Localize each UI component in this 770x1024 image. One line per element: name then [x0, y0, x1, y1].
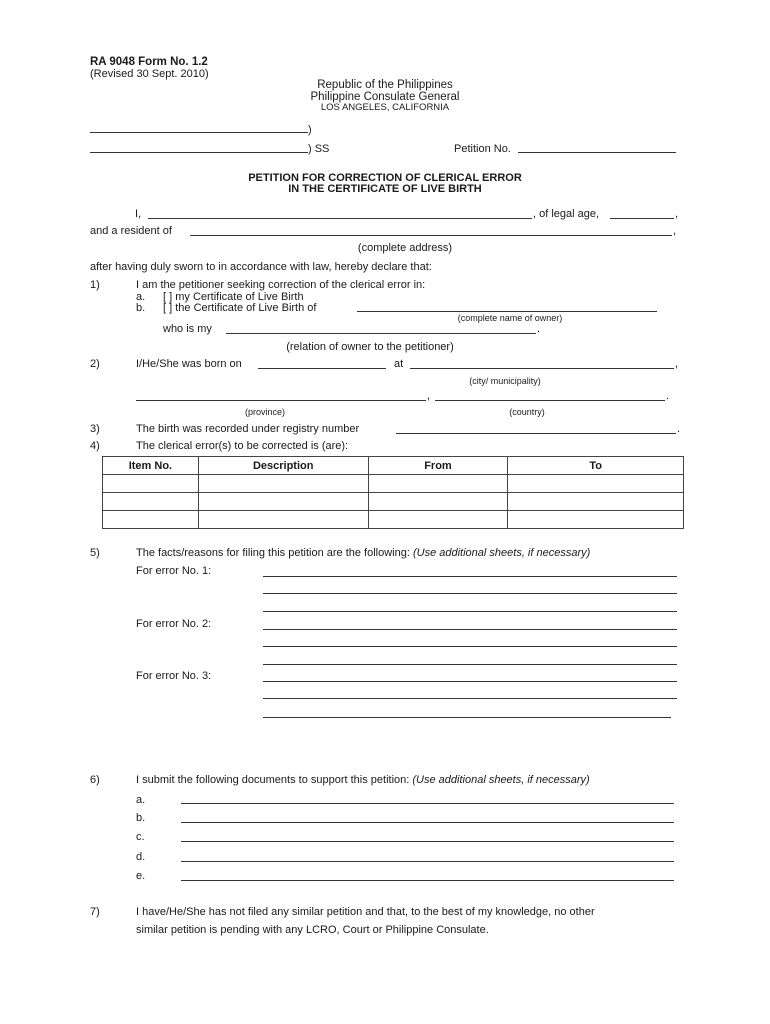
item-6-statement: I submit the following documents to support this petition:: [136, 774, 410, 786]
table-cell[interactable]: [368, 475, 508, 493]
item-4-number: 4): [90, 440, 100, 452]
revision-date: (Revised 30 Sept. 2010): [90, 68, 209, 80]
item-5-statement: The facts/reasons for filing this petition are the following:: [136, 547, 410, 559]
item-7-number: 7): [90, 906, 100, 918]
city-heading: LOS ANGELES, CALIFORNIA: [320, 102, 450, 113]
error-2-reason-line[interactable]: [263, 664, 677, 665]
item-no-header: Item No.: [103, 457, 199, 475]
venue-line-1[interactable]: [90, 132, 308, 133]
table-cell[interactable]: [198, 511, 368, 529]
form-number: RA 9048 Form No. 1.2: [90, 56, 208, 68]
sworn-statement: after having duly sworn to in accordance with law, hereby declare that:: [90, 261, 432, 273]
error-3-reason-line[interactable]: [263, 717, 671, 718]
item-6-note: (Use additional sheets, if necessary): [412, 774, 590, 786]
legal-age-label: , of legal age,: [533, 208, 600, 220]
address-caption: (complete address): [357, 242, 453, 254]
item-5-text: [136, 547, 590, 559]
item-2-text: I/He/She was born on: [136, 358, 242, 370]
petition-no-field[interactable]: [518, 152, 676, 153]
table-cell[interactable]: [368, 511, 508, 529]
document-d-letter: d.: [136, 851, 146, 863]
document-b-field[interactable]: [181, 822, 674, 823]
petition-title-line2: IN THE CERTIFICATE OF LIVE BIRTH: [288, 183, 482, 195]
document-a-letter: a.: [136, 794, 146, 806]
petitioner-name-field[interactable]: [148, 218, 532, 219]
age-comma: ,: [675, 208, 679, 220]
owner-name-field[interactable]: [357, 311, 657, 312]
error-1-reason-line[interactable]: [263, 593, 677, 594]
table-cell[interactable]: [103, 475, 199, 493]
document-c-letter: c.: [136, 831, 145, 843]
option-b-checkbox[interactable]: [ ] the Certificate of Live Birth of: [163, 302, 317, 314]
error-1-reason-line[interactable]: [263, 611, 677, 612]
consulate-heading: Philippine Consulate General: [310, 91, 460, 103]
age-field[interactable]: [610, 218, 674, 219]
i-label: I,: [135, 208, 142, 220]
error-3-reason-line[interactable]: [263, 681, 677, 682]
birth-date-field[interactable]: [258, 368, 386, 369]
item-5-number: 5): [90, 547, 100, 559]
who-is-label: who is my: [163, 323, 212, 335]
province-caption: (province): [244, 407, 285, 417]
item-7-line2: similar petition is pending with any LCRO, Court or Philippine Consulate.: [136, 924, 489, 936]
error-1-reason-line[interactable]: [263, 576, 677, 577]
registry-number-field[interactable]: [396, 433, 676, 434]
relation-period: .: [537, 323, 541, 335]
table-cell[interactable]: [103, 511, 199, 529]
table-cell[interactable]: [368, 493, 508, 511]
country-period: .: [666, 390, 670, 402]
province-comma: ,: [427, 390, 431, 402]
document-b-letter: b.: [136, 812, 146, 824]
country-caption: (country): [509, 407, 545, 417]
item-6-number: 6): [90, 774, 100, 786]
document-e-field[interactable]: [181, 880, 674, 881]
option-a-checkbox[interactable]: [ ] my Certificate of Live Birth: [163, 291, 304, 303]
table-row: [103, 493, 684, 511]
petition-title-line1: PETITION FOR CORRECTION OF CLERICAL ERROR: [248, 172, 522, 184]
resident-label: and a resident of: [90, 225, 172, 237]
table-cell[interactable]: [508, 493, 684, 511]
to-header: To: [508, 457, 684, 475]
document-e-letter: e.: [136, 870, 146, 882]
option-b-letter: b.: [136, 302, 146, 314]
document-d-field[interactable]: [181, 861, 674, 862]
birth-country-field[interactable]: [435, 400, 665, 401]
owner-caption: (complete name of owner): [457, 313, 563, 323]
error-2-reason-line[interactable]: [263, 646, 677, 647]
city-caption: (city/ municipality): [469, 376, 541, 386]
option-a-letter: a.: [136, 291, 146, 303]
petition-no-label: Petition No.: [454, 143, 511, 155]
item-3-number: 3): [90, 423, 100, 435]
error-3-label: For error No. 3:: [136, 670, 212, 682]
table-cell[interactable]: [508, 475, 684, 493]
item-7-line1: I have/He/She has not filed any similar petition and that, to the best of my knowledge, no other: [136, 906, 595, 918]
item-3-text: The birth was recorded under registry number: [136, 423, 360, 435]
document-c-field[interactable]: [181, 841, 674, 842]
table-cell[interactable]: [508, 511, 684, 529]
error-table: [102, 456, 684, 529]
table-row: [103, 475, 684, 493]
registry-period: .: [677, 423, 681, 435]
venue-ss: ) SS: [308, 143, 330, 155]
from-header: From: [368, 457, 508, 475]
venue-paren: ): [308, 124, 312, 136]
address-comma: ,: [673, 225, 677, 237]
at-label: at: [394, 358, 404, 370]
table-row: [103, 511, 684, 529]
address-field[interactable]: [190, 235, 672, 236]
error-1-label: For error No. 1:: [136, 565, 212, 577]
error-3-reason-line[interactable]: [263, 698, 677, 699]
birth-city-field[interactable]: [410, 368, 674, 369]
item-4-text: The clerical error(s) to be corrected is (are):: [136, 440, 349, 452]
item-5-note: (Use additional sheets, if necessary): [412, 547, 591, 559]
item-1-number: 1): [90, 279, 100, 291]
error-2-label: For error No. 2:: [136, 618, 212, 630]
error-table-header: [103, 457, 684, 475]
table-cell[interactable]: [103, 493, 199, 511]
city-comma: ,: [675, 358, 679, 370]
venue-line-2[interactable]: [90, 152, 308, 153]
relation-caption: (relation of owner to the petitioner): [286, 341, 454, 353]
republic-heading: Republic of the Philippines: [317, 79, 453, 91]
birth-province-field[interactable]: [136, 400, 426, 401]
relation-field[interactable]: [226, 333, 536, 334]
error-2-reason-line[interactable]: [263, 629, 677, 630]
table-cell[interactable]: [198, 475, 368, 493]
item-6-text: [136, 774, 590, 786]
document-a-field[interactable]: [181, 803, 674, 804]
item-1-text: I am the petitioner seeking correction of the clerical error in:: [136, 279, 426, 291]
item-2-number: 2): [90, 358, 100, 370]
description-header: Description: [198, 457, 368, 475]
table-cell[interactable]: [198, 493, 368, 511]
